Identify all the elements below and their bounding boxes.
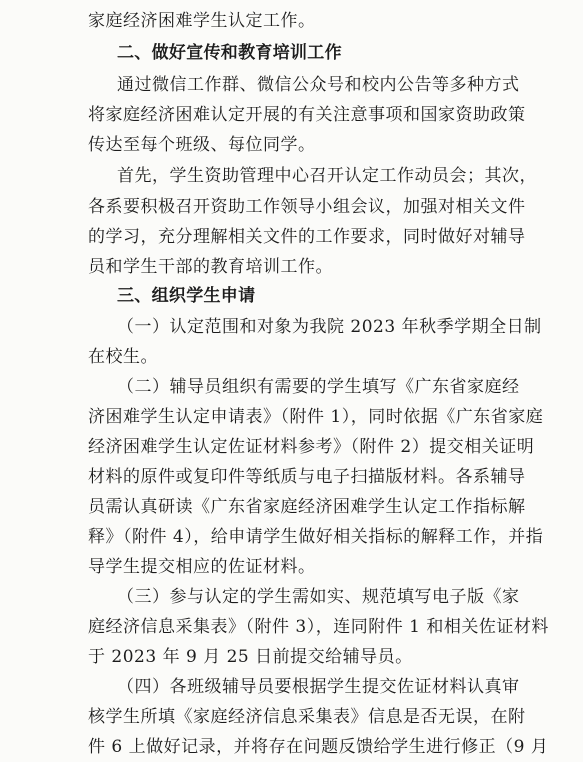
text-line: （一）认定范围和对象为我院 2023 年秋季学期全日制	[117, 317, 542, 337]
text-line: 导学生提交相应的佐证材料。	[88, 557, 316, 577]
section-heading: 三、组织学生申请	[117, 286, 256, 306]
text-line: （三）参与认定的学生需如实、规范填写电子版《家	[117, 587, 520, 607]
text-line: 庭经济信息采集表》（附件 3），连同附件 1 和相关佐证材料	[88, 617, 549, 637]
text-line: 的学习，充分理解相关文件的工作要求，同时做好对辅导	[88, 227, 526, 247]
text-line: 传达至每个班级、每位同学。	[88, 135, 316, 155]
text-line: （四）各班级辅导员要根据学生提交佐证材料认真审	[117, 677, 520, 697]
section-heading: 二、做好宣传和教育培训工作	[117, 43, 342, 63]
text-line: 首先，学生资助管理中心召开认定工作动员会；其次，	[117, 166, 537, 186]
text-line: 材料的原件或复印件等纸质与电子扫描版材料。各系辅导	[88, 467, 526, 487]
text-line: 于 2023 年 9 月 25 日前提交给辅导员。	[88, 647, 413, 667]
text-line: 件 6 上做好记录，并将存在问题反馈给学生进行修正（9 月	[88, 737, 549, 757]
text-line: 在校生。	[88, 347, 158, 367]
text-line: 通过微信工作群、微信公众号和校内公告等多种方式	[117, 75, 520, 95]
text-line: 济困难学生认定申请表》（附件 1），同时依据《广东省家庭	[88, 407, 544, 427]
text-line: 员和学生干部的教育培训工作。	[88, 257, 333, 277]
text-line: 将家庭经济困难认定开展的有关注意事项和国家资助政策	[88, 105, 526, 125]
text-line: 各系要积极召开资助工作领导小组会议，加强对相关文件	[88, 197, 526, 217]
text-line: 经济困难学生认定佐证材料参考》（附件 2）提交相关证明	[88, 437, 535, 457]
text-line: 家庭经济困难学生认定工作。	[88, 11, 316, 31]
text-line: 核学生所填《家庭经济信息采集表》信息是否无误，在附	[88, 707, 526, 727]
text-line: 释》（附件 4），给申请学生做好相关指标的解释工作，并指	[88, 527, 544, 547]
text-line: （二）辅导员组织有需要的学生填写《广东省家庭经	[117, 377, 520, 397]
text-line: 员需认真研读《广东省家庭经济困难学生认定工作指标解	[88, 497, 526, 517]
